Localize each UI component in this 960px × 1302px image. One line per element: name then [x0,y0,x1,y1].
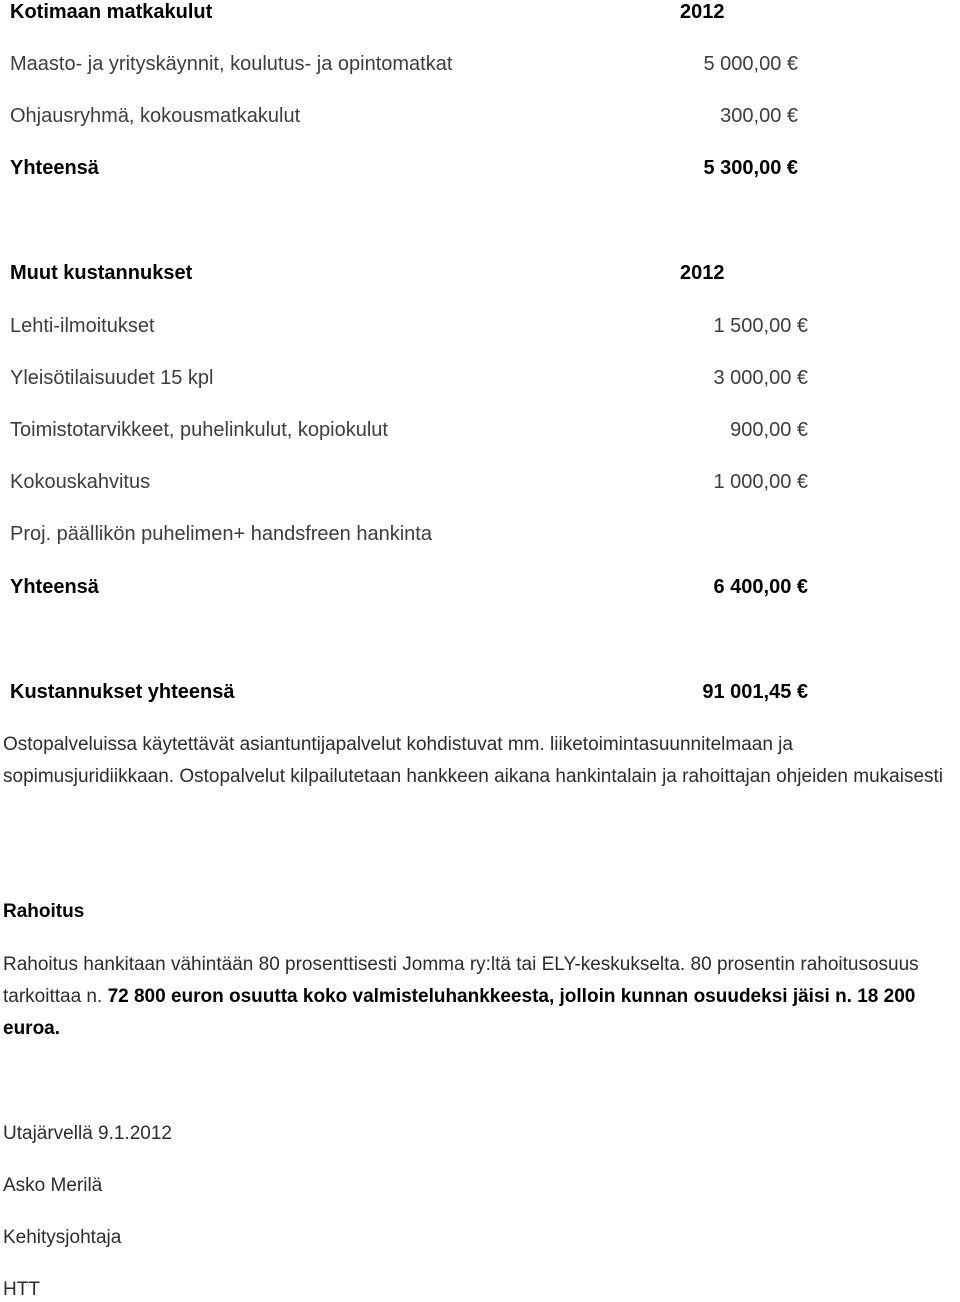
travel-section-title: Kotimaan matkakulut [10,1,213,23]
funding-heading: Rahoitus [3,901,85,922]
cost-row [0,314,960,344]
cost-amount: 5 000,00 € [703,53,798,75]
cost-row [0,366,960,396]
signer-title: Kehitysjohtaja [3,1227,122,1248]
grand-total-amount: 91 001,45 € [702,681,808,703]
cost-label: Yleisötilaisuudet 15 kpl [10,367,214,389]
cost-label: Lehti-ilmoitukset [10,315,155,337]
cost-amount: 300,00 € [720,105,798,127]
cost-row [0,104,960,134]
travel-total-row [0,156,960,186]
cost-row [0,418,960,448]
grand-total-label: Kustannukset yhteensä [10,681,235,703]
travel-section-year: 2012 [680,1,725,23]
funding-text-bold: 72 800 euron osuutta koko valmisteluhankkeesta, jolloin kunnan osuudeksi jäisi n. 18 200 euroa. [3,986,916,1039]
travel-section-header [0,0,960,30]
cost-amount: 900,00 € [730,419,808,441]
signer-name: Asko Merilä [3,1175,103,1196]
cost-amount: 3 000,00 € [713,367,808,389]
cost-label: Ohjausryhmä, kokousmatkakulut [10,105,301,127]
other-section-year: 2012 [680,262,725,284]
total-label: Yhteensä [10,157,99,179]
cost-amount: 1 500,00 € [713,315,808,337]
cost-label: Maasto- ja yrityskäynnit, koulutus- ja opintomatkat [10,53,453,75]
place-date: Utajärvellä 9.1.2012 [3,1123,172,1144]
other-section-title: Muut kustannukset [10,262,193,284]
total-amount: 6 400,00 € [713,576,808,598]
grand-total-row [0,680,960,710]
funding-paragraph [3,949,958,1045]
total-amount: 5 300,00 € [703,157,798,179]
cost-label: Proj. päällikön puhelimen+ handsfreen hankinta [10,523,432,545]
funding-text-plain: Rahoitus hankitaan vähintään 80 prosenttisesti Jomma ry:ltä tai ELY-keskukselta. 80 prosentin rahoitusosuus tarkoittaa n. [3,954,919,1007]
cost-row [0,52,960,82]
cost-label: Kokouskahvitus [10,471,151,493]
cost-row [0,522,960,552]
procurement-paragraph: Ostopalveluissa käytettävät asiantuntijapalvelut kohdistuvat mm. liiketoimintasuunnitelmaan ja sopimusjuridiikkaan. Ostopalvelut kilpailutetaan hankkeen aikana hankintalain ja rahoittajan ohjeiden mukaisesti [3,734,944,787]
other-total-row [0,575,960,605]
cost-label: Toimistotarvikkeet, puhelinkulut, kopiokulut [10,419,388,441]
cost-amount: 1 000,00 € [713,471,808,493]
cost-row [0,470,960,500]
other-section-header [0,261,960,291]
total-label: Yhteensä [10,576,99,598]
signer-org: HTT [3,1279,40,1300]
